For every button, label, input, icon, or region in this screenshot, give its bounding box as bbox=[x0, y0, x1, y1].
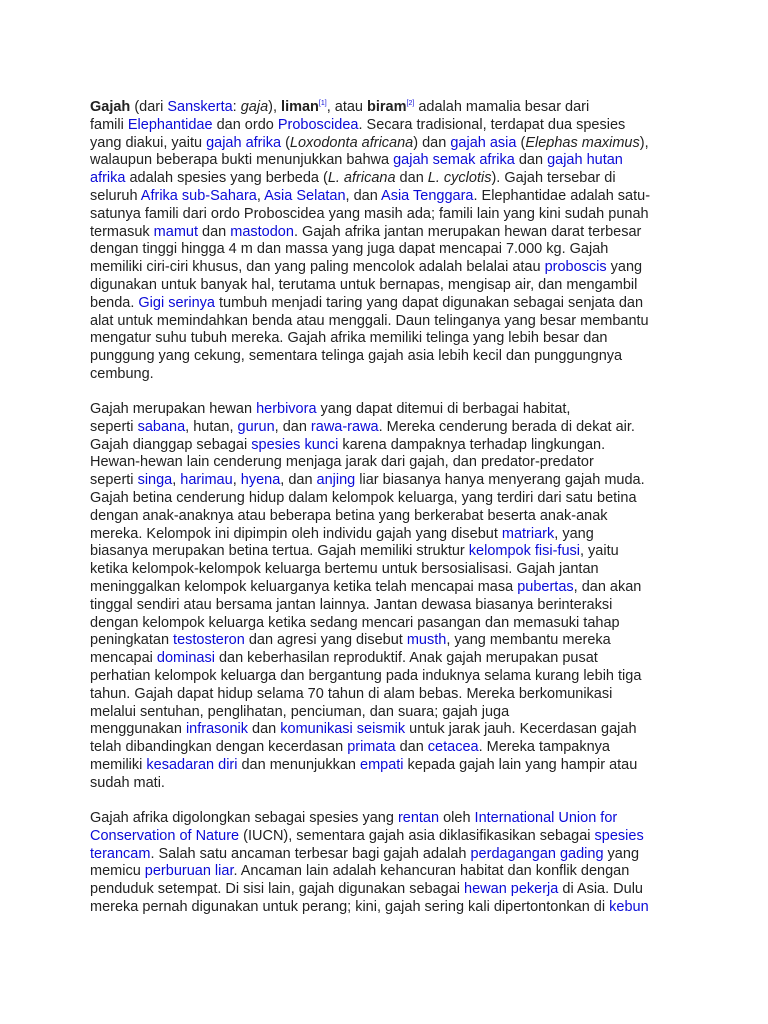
text-line bbox=[90, 846, 690, 864]
body-text: , dan bbox=[280, 472, 317, 489]
body-text: dengan anak-anaknya atau beberapa betina yang berkerabat beserta anak-anak bbox=[90, 507, 608, 524]
body-text: . Salah satu ancaman terbesar bagi gajah adalah bbox=[150, 845, 471, 862]
body-text: punggung yang cekung, sementara telinga gajah asia lebih kecil dan punggungnya bbox=[90, 348, 623, 365]
body-text: termasuk bbox=[90, 223, 154, 240]
wiki-link[interactable]: matriark bbox=[501, 525, 555, 542]
body-text: peningkatan bbox=[90, 632, 174, 649]
body-text: ), bbox=[639, 134, 649, 151]
wiki-link[interactable]: Gigi serinya bbox=[138, 294, 215, 311]
text-line bbox=[90, 188, 690, 206]
text-line bbox=[90, 152, 690, 170]
body-text: liar biasanya hanya menyerang gajah muda. bbox=[355, 472, 645, 489]
body-text: dan bbox=[395, 739, 428, 756]
italic-term: Elephas maximus bbox=[525, 134, 640, 151]
body-text: dan bbox=[395, 170, 428, 187]
text-line bbox=[90, 526, 690, 544]
body-text: ), bbox=[268, 99, 282, 115]
text-line bbox=[90, 828, 690, 846]
text-line bbox=[90, 650, 690, 668]
body-text: alat untuk memindahkan benda atau menggali. Daun telinganya yang besar membantu bbox=[90, 312, 649, 329]
body-text: perhatian kelompok keluarga dan bergantung pada induknya selama kurang lebih tiga bbox=[90, 667, 642, 684]
wiki-link[interactable]: International Union for bbox=[474, 810, 618, 826]
text-line bbox=[90, 241, 690, 259]
wiki-link[interactable]: kebun bbox=[609, 898, 649, 915]
wiki-link[interactable]: cetacea bbox=[427, 739, 479, 756]
body-text: dan bbox=[248, 721, 281, 738]
body-text: dan keberhasilan reproduktif. Anak gajah merupakan pusat bbox=[214, 650, 598, 667]
body-text: ( bbox=[281, 134, 290, 151]
text-line bbox=[90, 135, 690, 153]
text-line bbox=[90, 472, 690, 490]
wiki-link[interactable]: primata bbox=[347, 739, 396, 756]
wiki-link[interactable]: gajah asia bbox=[450, 134, 517, 151]
wiki-link[interactable]: spesies bbox=[594, 827, 644, 844]
italic-term: Loxodonta africana bbox=[289, 134, 414, 151]
bold-term: liman bbox=[281, 99, 319, 115]
wiki-link[interactable]: Proboscidea bbox=[277, 116, 359, 133]
wiki-link[interactable]: terancam bbox=[90, 845, 151, 862]
wiki-link[interactable]: testosteron bbox=[173, 632, 245, 649]
text-line bbox=[90, 224, 690, 242]
body-text: untuk jarak jauh. Kecerdasan gajah bbox=[405, 721, 637, 738]
body-text: biasanya merupakan betina tertua. Gajah memiliki struktur bbox=[90, 543, 469, 560]
text-line bbox=[90, 757, 690, 775]
wiki-link[interactable]: Afrika sub-Sahara bbox=[140, 187, 257, 204]
wiki-link[interactable]: singa bbox=[137, 472, 173, 489]
wiki-link[interactable]: gurun bbox=[237, 418, 275, 435]
wiki-link[interactable]: musth bbox=[406, 632, 447, 649]
body-text: , bbox=[256, 187, 265, 204]
wiki-link[interactable]: anjing bbox=[316, 472, 356, 489]
body-text: : bbox=[232, 99, 241, 115]
body-text: yang diakui, yaitu bbox=[90, 134, 207, 151]
body-text: mereka. Kelompok ini dipimpin oleh individu gajah yang disebut bbox=[90, 525, 502, 542]
body-text: (IUCN), sementara gajah asia diklasifikasikan sebagai bbox=[239, 827, 595, 844]
wiki-link[interactable]: perburuan liar bbox=[144, 863, 234, 880]
body-text: cembung. bbox=[90, 365, 154, 382]
text-line bbox=[90, 739, 690, 757]
body-text: memicu bbox=[90, 863, 145, 880]
body-text: yang bbox=[606, 259, 643, 276]
wiki-link[interactable]: perdagangan gading bbox=[470, 845, 604, 862]
text-line bbox=[90, 117, 690, 135]
text-line bbox=[90, 490, 690, 508]
text-line bbox=[90, 721, 690, 739]
body-text: , yang bbox=[554, 525, 594, 542]
text-line bbox=[90, 454, 690, 472]
wiki-link[interactable]: mamut bbox=[153, 223, 198, 240]
body-text: telah dibandingkan dengan kecerdasan bbox=[90, 739, 348, 756]
body-text: melalui sentuhan, penglihatan, penciuman, dan suara; gajah juga bbox=[90, 703, 510, 720]
body-text: seperti bbox=[90, 418, 138, 435]
body-text: ketika kelompok-kelompok keluarga bertemu untuk bersosialisasi. Gajah jantan bbox=[90, 561, 599, 578]
wiki-link[interactable]: dominasi bbox=[156, 650, 215, 667]
body-text: dengan kelompok keluarga ketika sedang mencari pasangan dan memasuki tahap bbox=[90, 614, 620, 631]
body-text: , bbox=[232, 472, 241, 489]
text-line bbox=[90, 561, 690, 579]
text-line bbox=[90, 295, 690, 313]
body-text: . Mereka cenderung berada di dekat air. bbox=[378, 418, 635, 435]
body-text: walaupun beberapa bukti menunjukkan bahwa bbox=[90, 152, 394, 169]
text-line bbox=[90, 704, 690, 722]
body-text: dan agresi yang disebut bbox=[244, 632, 407, 649]
body-text: tinggal sendiri atau bersama jantan lainnya. Jantan dewasa biasanya berinteraksi bbox=[90, 596, 613, 613]
wiki-link[interactable]: infrasonik bbox=[185, 721, 248, 738]
body-text: , dan akan bbox=[573, 578, 642, 595]
text-line bbox=[90, 348, 690, 366]
text-line bbox=[90, 899, 690, 917]
body-text: ) dan bbox=[413, 134, 451, 151]
body-text: , dan bbox=[345, 187, 382, 204]
wiki-link[interactable]: Elephantidae bbox=[127, 116, 213, 133]
body-text: , bbox=[172, 472, 181, 489]
body-text: . Secara tradisional, terdapat dua spesies bbox=[358, 116, 626, 133]
body-text: seperti bbox=[90, 472, 138, 489]
body-text: dengan tinggi hingga 4 m dan massa yang juga dapat mencapai 7.000 kg. Gajah bbox=[90, 241, 609, 258]
text-line bbox=[90, 330, 690, 348]
body-text: mencapai bbox=[90, 650, 157, 667]
body-text: memiliki bbox=[90, 756, 147, 773]
wiki-link[interactable]: Asia Selatan bbox=[264, 187, 346, 204]
wiki-link[interactable]: gajah afrika bbox=[206, 134, 282, 151]
body-text: meninggalkan kelompok keluarganya ketika telah mencapai masa bbox=[90, 578, 518, 595]
wiki-link[interactable]: herbivora bbox=[256, 401, 317, 417]
body-text: . Elephantidae adalah satu- bbox=[473, 187, 651, 204]
wiki-link[interactable]: Conservation of Nature bbox=[90, 827, 240, 844]
text-line bbox=[90, 259, 690, 277]
body-text: dan menunjukkan bbox=[237, 756, 360, 773]
body-text: benda. bbox=[90, 294, 139, 311]
text-line bbox=[90, 579, 690, 597]
text-line bbox=[90, 543, 690, 561]
italic-term: gaja bbox=[240, 99, 269, 115]
wiki-link[interactable]: Asia Tenggara bbox=[381, 187, 474, 204]
body-text: tahun. Gajah dapat hidup selama 70 tahun di alam bebas. Mereka berkomunikasi bbox=[90, 685, 613, 702]
text-line bbox=[90, 313, 690, 331]
body-text: dan bbox=[198, 223, 231, 240]
paragraph-intro bbox=[90, 99, 690, 384]
body-text: dan ordo bbox=[212, 116, 278, 133]
body-text: di Asia. Dulu bbox=[558, 881, 643, 898]
body-text: kepada gajah lain yang hampir atau bbox=[403, 756, 638, 773]
wiki-link[interactable]: kelompok fisi-fusi bbox=[468, 543, 580, 560]
body-text: mengatur suhu tubuh mereka. Gajah afrika memiliki telinga yang lebih besar dan bbox=[90, 330, 608, 347]
body-text: memiliki ciri-ciri khusus, dan yang paling mencolok adalah belalai atau bbox=[90, 259, 545, 276]
body-text: Gajah afrika digolongkan sebagai spesies yang bbox=[90, 810, 398, 826]
body-text: , yaitu bbox=[580, 543, 619, 560]
text-line bbox=[90, 615, 690, 633]
text-line bbox=[90, 810, 690, 828]
wiki-link[interactable]: empati bbox=[360, 756, 404, 773]
text-line bbox=[90, 419, 690, 437]
text-line bbox=[90, 632, 690, 650]
wiki-link[interactable]: hyena bbox=[240, 472, 281, 489]
body-text: . Gajah afrika jantan merupakan hewan darat terbesar bbox=[293, 223, 642, 240]
body-text: Hewan-hewan lain cenderung menjaga jarak dari gajah, dan predator-predator bbox=[90, 454, 594, 471]
body-text: satunya famili dari ordo Proboscidea yang masih ada; famili lain yang kini sudah punah bbox=[90, 205, 649, 222]
body-text: seluruh bbox=[90, 187, 141, 204]
body-text: . Mereka tampaknya bbox=[478, 739, 610, 756]
body-text: , hutan, bbox=[185, 418, 238, 435]
text-line bbox=[90, 437, 690, 455]
wiki-link[interactable]: gajah semak afrika bbox=[393, 152, 515, 169]
body-text: yang dapat ditemui di berbagai habitat, bbox=[316, 401, 571, 417]
text-line bbox=[90, 508, 690, 526]
body-text: adalah spesies yang berbeda ( bbox=[125, 170, 328, 187]
body-text: Gajah betina cenderung hidup dalam kelompok keluarga, yang terdiri dari satu betina bbox=[90, 489, 637, 506]
wiki-link[interactable]: komunikasi seismik bbox=[280, 721, 406, 738]
text-line bbox=[90, 170, 690, 188]
text-line bbox=[90, 686, 690, 704]
body-text: menggunakan bbox=[90, 721, 186, 738]
body-text: sudah mati. bbox=[90, 774, 165, 791]
text-line bbox=[90, 99, 690, 117]
text-line bbox=[90, 401, 690, 419]
body-text: karena dampaknya terhadap lingkungan. bbox=[338, 436, 606, 453]
text-line bbox=[90, 668, 690, 686]
body-text: famili bbox=[90, 116, 128, 133]
wiki-link[interactable]: afrika bbox=[90, 170, 126, 187]
citation-link[interactable]: [2] bbox=[406, 100, 415, 108]
paragraph-conservation bbox=[90, 810, 690, 917]
body-text: Gajah merupakan hewan bbox=[90, 401, 257, 417]
body-text: , atau bbox=[326, 99, 368, 115]
body-text: mereka pernah digunakan untuk perang; kini, gajah sering kali dipertontonkan di bbox=[90, 898, 610, 915]
body-text: , dan bbox=[274, 418, 311, 435]
text-line bbox=[90, 206, 690, 224]
italic-term: L. cyclotis bbox=[427, 170, 492, 187]
wiki-link[interactable]: Sanskerta bbox=[167, 99, 233, 115]
body-text: , yang membantu mereka bbox=[446, 632, 611, 649]
body-text: penduduk setempat. Di sisi lain, gajah digunakan sebagai bbox=[90, 881, 465, 898]
body-text: ). Gajah tersebar di bbox=[491, 170, 616, 187]
wiki-link[interactable]: kesadaran diri bbox=[146, 756, 238, 773]
paragraph-habitat-behavior bbox=[90, 401, 690, 793]
text-line bbox=[90, 775, 690, 793]
body-text: ( bbox=[516, 134, 526, 151]
body-text: oleh bbox=[439, 810, 475, 826]
wiki-link[interactable]: harimau bbox=[180, 472, 233, 489]
text-line bbox=[90, 881, 690, 899]
wiki-link[interactable]: rawa-rawa bbox=[310, 418, 379, 435]
italic-term: L. africana bbox=[327, 170, 396, 187]
wiki-link[interactable]: mastodon bbox=[230, 223, 294, 240]
body-text: yang bbox=[603, 845, 640, 862]
body-text: adalah mamalia besar dari bbox=[414, 99, 590, 115]
body-text: . Ancaman lain adalah kehancuran habitat dan konflik dengan bbox=[233, 863, 630, 880]
body-text: digunakan untuk banyak hal, terutama untuk bernapas, mengisap air, dan mengambil bbox=[90, 276, 638, 293]
wiki-link[interactable]: proboscis bbox=[544, 259, 607, 276]
text-line bbox=[90, 366, 690, 384]
wiki-link[interactable]: hewan pekerja bbox=[464, 881, 559, 898]
text-line bbox=[90, 597, 690, 615]
bold-term: Gajah bbox=[90, 99, 131, 115]
body-text: dan bbox=[514, 152, 548, 169]
text-line bbox=[90, 277, 690, 295]
body-text: (dari bbox=[130, 99, 168, 115]
bold-term: biram bbox=[367, 99, 407, 115]
wiki-link[interactable]: gajah hutan bbox=[547, 152, 623, 169]
wiki-link[interactable]: pubertas bbox=[517, 578, 574, 595]
wiki-link[interactable]: sabana bbox=[137, 418, 186, 435]
citation-link[interactable]: [1] bbox=[318, 100, 327, 108]
body-text: Gajah dianggap sebagai bbox=[90, 436, 252, 453]
body-text: tumbuh menjadi taring yang dapat digunakan sebagai senjata dan bbox=[214, 294, 644, 311]
wiki-link[interactable]: spesies kunci bbox=[251, 436, 339, 453]
wiki-link[interactable]: rentan bbox=[397, 810, 440, 826]
text-line bbox=[90, 863, 690, 881]
